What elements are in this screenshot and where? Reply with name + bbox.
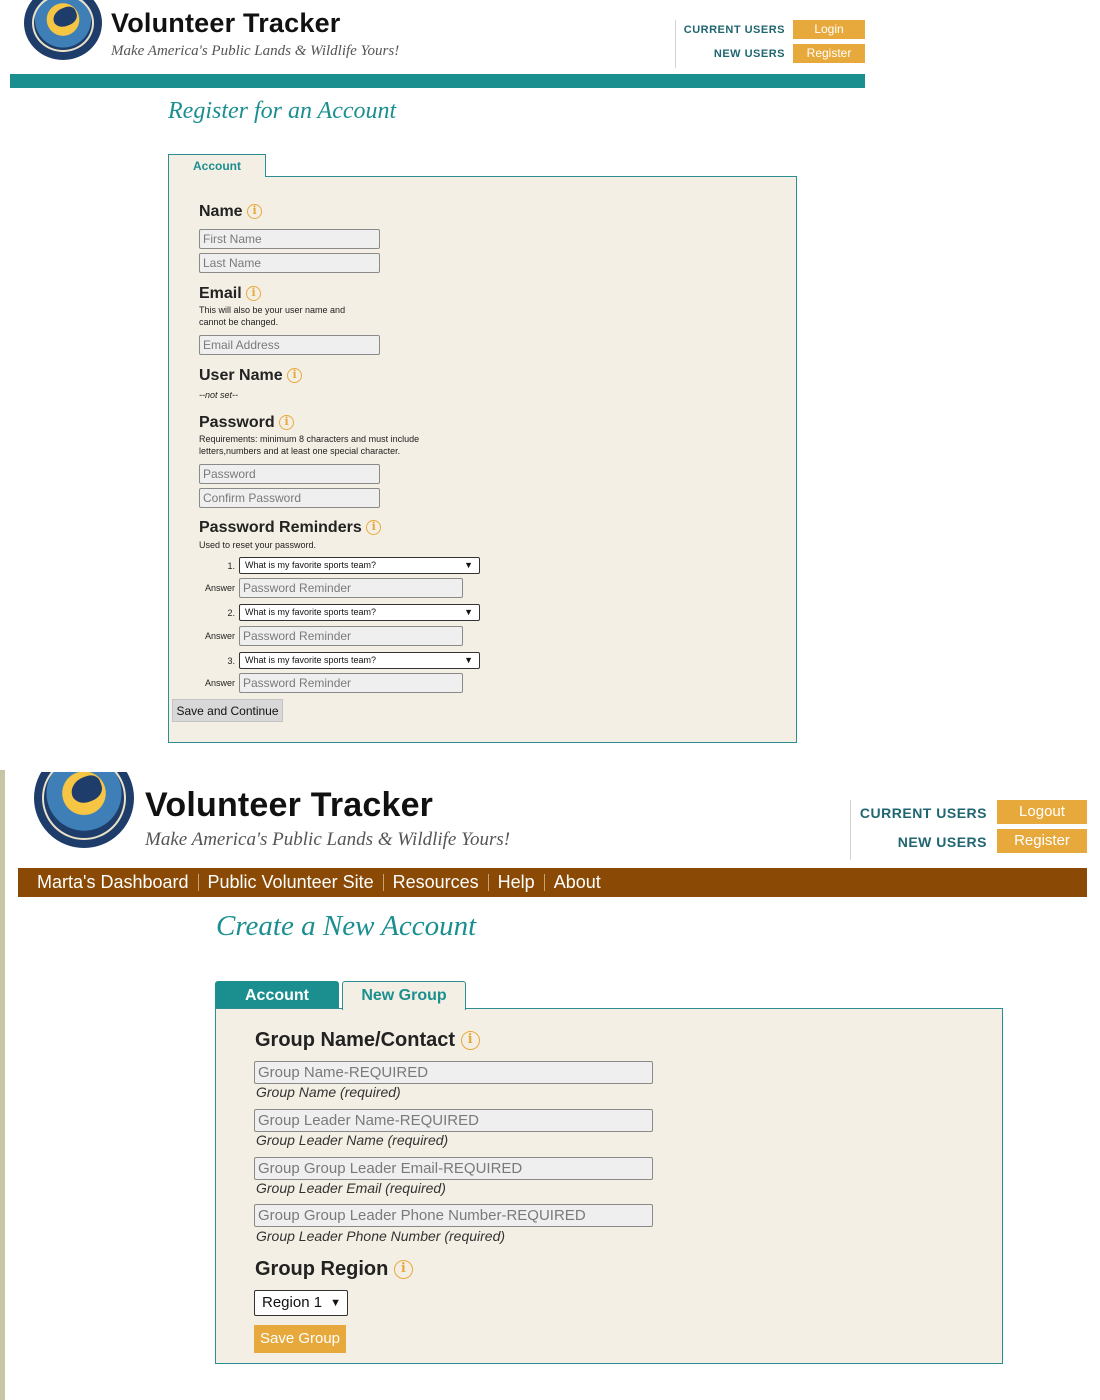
info-icon[interactable]: i <box>461 1031 480 1050</box>
info-icon[interactable]: i <box>366 520 381 535</box>
group-name-input[interactable]: Group Name-REQUIRED <box>254 1061 653 1084</box>
nav-separator <box>488 874 489 891</box>
reminder-number: 3. <box>227 656 235 666</box>
reminder-question-select[interactable] <box>239 557 480 574</box>
group-region-select[interactable] <box>254 1290 348 1316</box>
email-heading <box>199 285 261 303</box>
group-leader-name-hint: Group Leader Name (required) <box>256 1132 449 1148</box>
header-teal-bar <box>10 74 865 88</box>
group-leader-email-input[interactable]: Group Group Leader Email-REQUIRED <box>254 1157 653 1180</box>
save-and-continue-button[interactable]: Save and Continue <box>172 699 283 722</box>
reminders-note: Used to reset your password. <box>199 540 317 550</box>
reminder-question-value: What is my favorite sports team? <box>245 560 377 570</box>
password-req-line1: Requirements: minimum 8 characters and must include <box>199 434 420 444</box>
group-name-hint: Group Name (required) <box>256 1084 401 1100</box>
tab-account[interactable]: Account <box>215 981 339 1009</box>
name-heading-text: Name <box>199 203 243 220</box>
group-region-value: Region 1 <box>262 1294 323 1311</box>
info-icon[interactable]: i <box>287 368 302 383</box>
page-title: Create a New Account <box>216 910 477 942</box>
login-button[interactable]: Login <box>793 20 865 39</box>
email-note-line2: cannot be changed. <box>199 317 279 327</box>
reminder-question-value: What is my favorite sports team? <box>245 655 377 665</box>
group-leader-phone-input[interactable]: Group Group Leader Phone Number-REQUIRED <box>254 1204 653 1227</box>
last-name-input[interactable]: Last Name <box>199 253 380 273</box>
header-divider <box>850 800 851 860</box>
nav-separator <box>383 874 384 891</box>
reminder-question-value: What is my favorite sports team? <box>245 607 377 617</box>
reminder-answer-input[interactable]: Password Reminder <box>239 673 463 693</box>
username-heading-text: User Name <box>199 367 283 384</box>
group-contact-heading-text: Group Name/Contact <box>255 1029 456 1051</box>
first-name-input[interactable]: First Name <box>199 229 380 249</box>
usfws-logo <box>24 0 102 60</box>
username-heading <box>199 367 302 385</box>
group-contact-heading <box>255 1029 480 1052</box>
info-icon[interactable]: i <box>246 286 261 301</box>
reminders-heading <box>199 519 381 537</box>
site-title[interactable]: Volunteer Tracker <box>111 8 341 38</box>
nav-dashboard[interactable]: Marta's Dashboard <box>37 872 189 892</box>
current-users-label: CURRENT USERS <box>859 805 987 821</box>
answer-label: Answer <box>204 678 235 688</box>
answer-label: Answer <box>204 631 235 641</box>
current-users-label: CURRENT USERS <box>683 24 785 36</box>
email-heading-text: Email <box>199 285 242 302</box>
reminder-answer-input[interactable]: Password Reminder <box>239 626 463 646</box>
password-heading <box>199 414 294 432</box>
save-group-button[interactable]: Save Group <box>254 1325 346 1353</box>
confirm-password-input[interactable]: Confirm Password <box>199 488 380 508</box>
site-tagline: Make America's Public Lands & Wildlife Yours! <box>145 829 511 850</box>
header-divider <box>675 20 676 68</box>
nav-separator <box>198 874 199 891</box>
reminder-number: 2. <box>227 608 235 618</box>
group-region-heading-text: Group Region <box>255 1258 389 1280</box>
reminders-heading-text: Password Reminders <box>199 519 362 536</box>
password-input[interactable]: Password <box>199 464 380 484</box>
tab-new-group[interactable]: New Group <box>342 981 466 1010</box>
password-req-line2: letters,numbers and at least one special character. <box>199 446 401 456</box>
group-leader-email-hint: Group Leader Email (required) <box>256 1180 446 1196</box>
logout-button[interactable]: Logout <box>997 800 1087 824</box>
usfws-logo <box>34 748 134 848</box>
chevron-down-icon: ▼ <box>464 607 473 617</box>
site-title[interactable]: Volunteer Tracker <box>145 786 434 824</box>
reminder-answer-input[interactable]: Password Reminder <box>239 578 463 598</box>
chevron-down-icon: ▼ <box>464 560 473 570</box>
left-edge-strip <box>0 770 5 1400</box>
info-icon[interactable]: i <box>394 1260 413 1279</box>
main-nav <box>18 868 1087 897</box>
answer-label: Answer <box>204 583 235 593</box>
password-heading-text: Password <box>199 414 275 431</box>
reminder-question-select[interactable] <box>239 652 480 669</box>
reminder-number: 1. <box>227 561 235 571</box>
username-value: --not set-- <box>199 390 239 400</box>
name-heading <box>199 203 262 221</box>
nav-help[interactable]: Help <box>497 872 535 892</box>
nav-public-volunteer-site[interactable]: Public Volunteer Site <box>207 872 374 892</box>
email-input[interactable]: Email Address <box>199 335 380 355</box>
register-button[interactable]: Register <box>793 44 865 63</box>
site-tagline: Make America's Public Lands & Wildlife Yours! <box>111 43 400 59</box>
group-region-heading <box>255 1258 413 1281</box>
chevron-down-icon: ▼ <box>464 655 473 665</box>
email-note-line1: This will also be your user name and <box>199 305 346 315</box>
new-users-label: NEW USERS <box>897 834 987 850</box>
tab-account[interactable]: Account <box>168 154 266 177</box>
info-icon[interactable]: i <box>247 204 262 219</box>
reminder-question-select[interactable] <box>239 604 480 621</box>
group-leader-name-input[interactable]: Group Leader Name-REQUIRED <box>254 1109 653 1132</box>
new-users-label: NEW USERS <box>713 48 785 60</box>
page-title: Register for an Account <box>168 98 397 124</box>
info-icon[interactable]: i <box>279 415 294 430</box>
group-leader-phone-hint: Group Leader Phone Number (required) <box>256 1228 506 1244</box>
register-button[interactable]: Register <box>997 829 1087 853</box>
nav-resources[interactable]: Resources <box>392 872 479 892</box>
nav-separator <box>544 874 545 891</box>
chevron-down-icon: ▼ <box>330 1297 341 1309</box>
nav-about[interactable]: About <box>553 872 601 892</box>
